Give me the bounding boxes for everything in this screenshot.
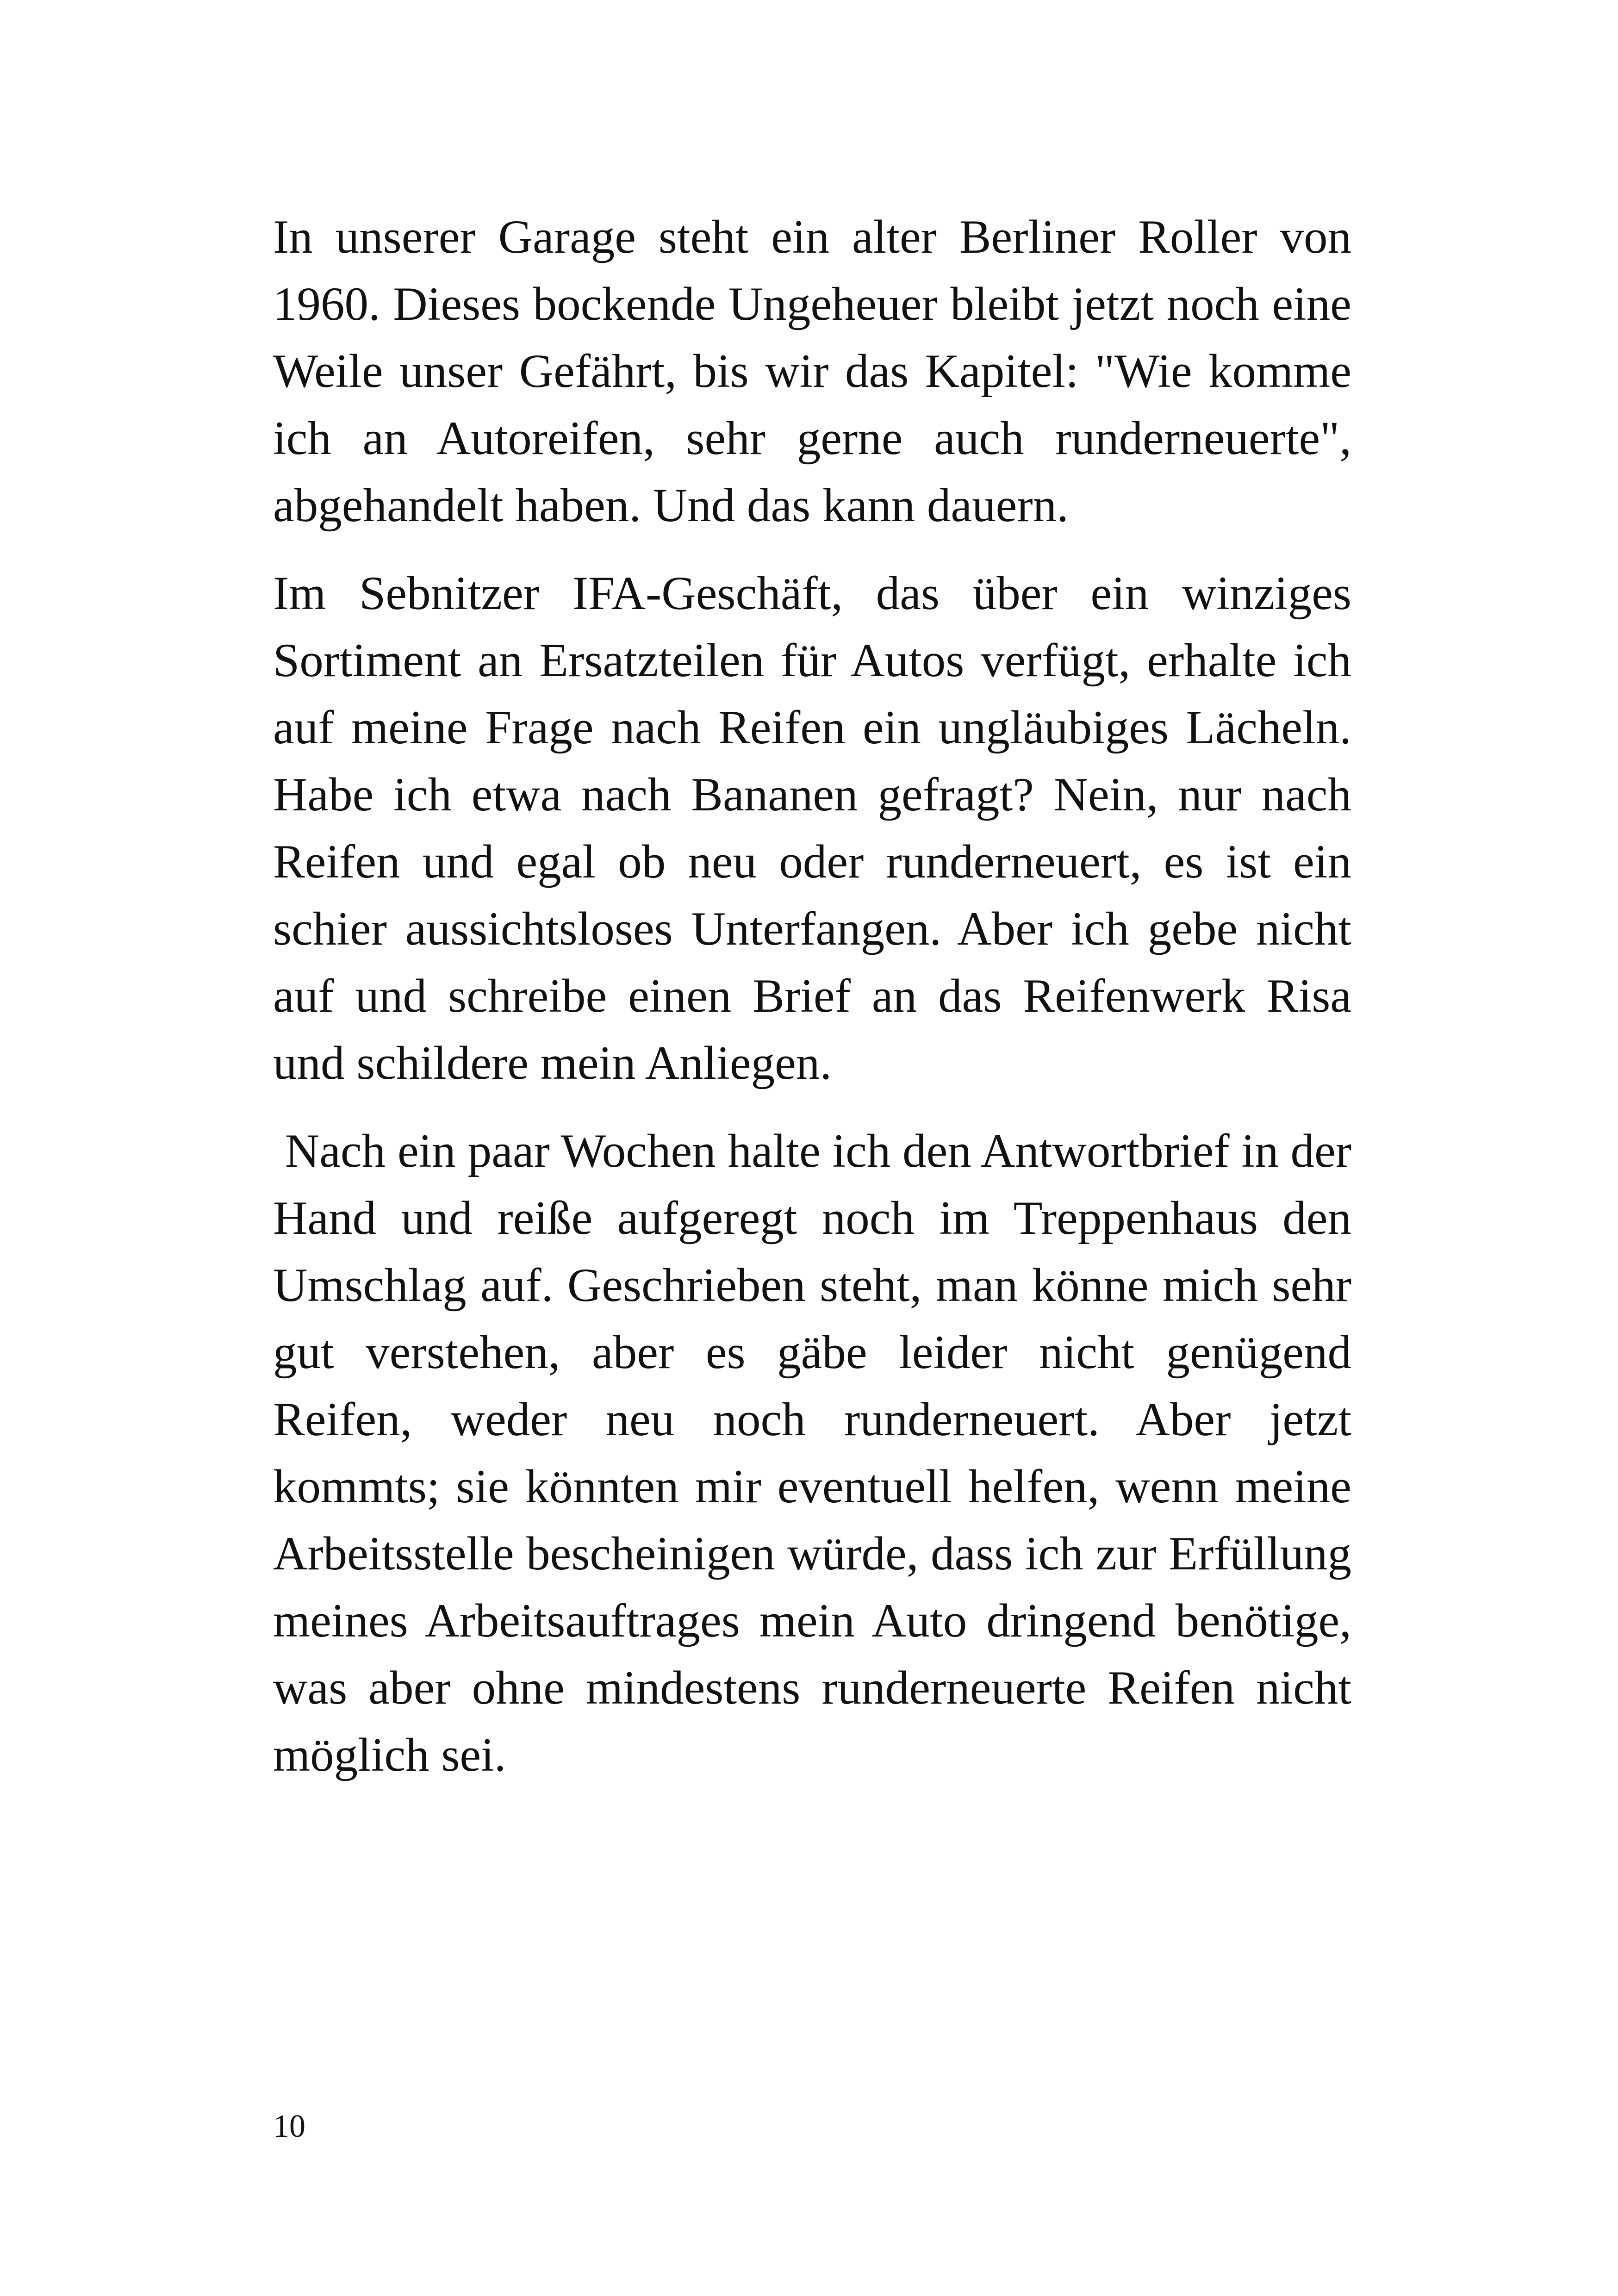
paragraph-3: Nach ein paar Wochen halte ich den Antwortbrief in der Hand und reiße aufgeregt noch im Treppenhaus den Umschlag auf. Geschrieben steht, man könne mich sehr gut verstehen, aber es gäbe leider nicht genügend Reifen, weder neu noch runderneuert. Aber jetzt kommts; sie könnten mir eventuell helfen, wenn meine Arbeitsstelle bescheinigen würde, dass ich zur Erfüllung meines Arbeitsauftrages mein Auto dringend benötige, was aber ohne mindestens runderneuerte Reifen nicht möglich sei. — [273, 1125, 1363, 1781]
body-text — [273, 204, 1363, 1810]
paragraph-2: Im Sebnitzer IFA-Geschäft, das über ein winziges Sortiment an Ersatzteilen für Autos verfügt, erhalte ich auf meine Frage nach Reifen ein ungläubiges Lächeln. Habe ich etwa nach Bananen gefragt? Nein, nur nach Reifen und egal ob neu oder runderneuert, es ist ein schier aussichtsloses Unterfangen. Aber ich gebe nicht auf und schreibe einen Brief an das Reifenwerk Risa und schildere mein Anliegen. — [273, 567, 1351, 1089]
page-number: 10 — [273, 2109, 305, 2144]
paragraph-1: In unserer Garage steht ein alter Berliner Roller von 1960. Dieses bockende Ungeheuer bleibt jetzt noch eine Weile unser Gefährt, bis wir das Kapitel: "Wie komme ich an Autoreifen, sehr gerne auch runderneuerte", abgehandelt haben. Und das kann dauern. — [273, 211, 1351, 532]
